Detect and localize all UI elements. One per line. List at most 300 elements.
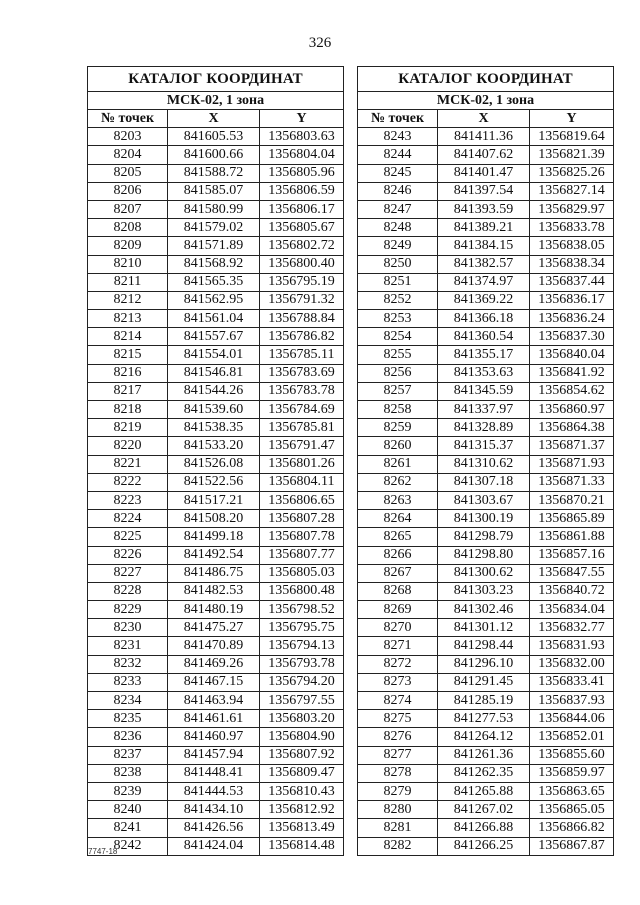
point-number-cell: 8255 — [358, 346, 438, 364]
x-coordinate-cell: 841374.97 — [438, 273, 530, 291]
x-coordinate-cell: 841389.21 — [438, 219, 530, 237]
point-number-cell: 8222 — [88, 473, 168, 491]
y-coordinate-cell: 1356807.77 — [260, 546, 344, 564]
table-row — [358, 255, 614, 273]
y-coordinate-cell: 1356861.88 — [530, 528, 614, 546]
point-number-cell: 8256 — [358, 364, 438, 382]
x-coordinate-cell: 841457.94 — [168, 746, 260, 764]
x-coordinate-cell: 841605.53 — [168, 128, 260, 146]
column-header-point: № точек — [358, 110, 438, 128]
x-coordinate-cell: 841262.35 — [438, 764, 530, 782]
table-row — [88, 364, 344, 382]
x-coordinate-cell: 841562.95 — [168, 291, 260, 309]
point-number-cell: 8206 — [88, 182, 168, 200]
point-number-cell: 8250 — [358, 255, 438, 273]
table-row — [358, 237, 614, 255]
x-coordinate-cell: 841277.53 — [438, 710, 530, 728]
document-code: 7747-18 — [88, 847, 118, 856]
x-coordinate-cell: 841300.19 — [438, 510, 530, 528]
y-coordinate-cell: 1356827.14 — [530, 182, 614, 200]
y-coordinate-cell: 1356793.78 — [260, 655, 344, 673]
catalog-title: КАТАЛОГ КООРДИНАТ — [358, 67, 614, 92]
point-number-cell: 8219 — [88, 419, 168, 437]
y-coordinate-cell: 1356854.62 — [530, 382, 614, 400]
x-coordinate-cell: 841302.46 — [438, 601, 530, 619]
y-coordinate-cell: 1356836.17 — [530, 291, 614, 309]
table-row — [358, 746, 614, 764]
point-number-cell: 8238 — [88, 764, 168, 782]
x-coordinate-cell: 841475.27 — [168, 619, 260, 637]
point-number-cell: 8239 — [88, 782, 168, 800]
y-coordinate-cell: 1356833.78 — [530, 219, 614, 237]
y-coordinate-cell: 1356805.67 — [260, 219, 344, 237]
x-coordinate-cell: 841303.67 — [438, 491, 530, 509]
x-coordinate-cell: 841298.79 — [438, 528, 530, 546]
point-number-cell: 8276 — [358, 728, 438, 746]
y-coordinate-cell: 1356865.89 — [530, 510, 614, 528]
y-coordinate-cell: 1356804.11 — [260, 473, 344, 491]
y-coordinate-cell: 1356785.81 — [260, 419, 344, 437]
y-coordinate-cell: 1356806.59 — [260, 182, 344, 200]
y-coordinate-cell: 1356803.63 — [260, 128, 344, 146]
table-row — [358, 273, 614, 291]
x-coordinate-cell: 841526.08 — [168, 455, 260, 473]
y-coordinate-cell: 1356855.60 — [530, 746, 614, 764]
y-coordinate-cell: 1356791.32 — [260, 291, 344, 309]
point-number-cell: 8281 — [358, 819, 438, 837]
column-header-y: Y — [530, 110, 614, 128]
table-row — [88, 219, 344, 237]
point-number-cell: 8218 — [88, 401, 168, 419]
x-coordinate-cell: 841384.15 — [438, 237, 530, 255]
table-row — [358, 364, 614, 382]
x-coordinate-cell: 841411.36 — [438, 128, 530, 146]
column-header-x: X — [438, 110, 530, 128]
y-coordinate-cell: 1356831.93 — [530, 637, 614, 655]
y-coordinate-cell: 1356819.64 — [530, 128, 614, 146]
table-row — [88, 782, 344, 800]
table-row — [88, 546, 344, 564]
x-coordinate-cell: 841480.19 — [168, 601, 260, 619]
point-number-cell: 8226 — [88, 546, 168, 564]
table-row — [88, 310, 344, 328]
y-coordinate-cell: 1356800.48 — [260, 582, 344, 600]
catalog-zone: МСК-02, 1 зона — [88, 92, 344, 110]
table-row — [358, 182, 614, 200]
point-number-cell: 8224 — [88, 510, 168, 528]
point-number-cell: 8272 — [358, 655, 438, 673]
table-row — [358, 455, 614, 473]
point-number-cell: 8268 — [358, 582, 438, 600]
table-row — [88, 728, 344, 746]
point-number-cell: 8243 — [358, 128, 438, 146]
y-coordinate-cell: 1356814.48 — [260, 837, 344, 855]
table-row — [358, 419, 614, 437]
table-row — [88, 382, 344, 400]
y-coordinate-cell: 1356802.72 — [260, 237, 344, 255]
y-coordinate-cell: 1356810.43 — [260, 782, 344, 800]
x-coordinate-cell: 841544.26 — [168, 382, 260, 400]
x-coordinate-cell: 841366.18 — [438, 310, 530, 328]
table-row — [88, 237, 344, 255]
point-number-cell: 8277 — [358, 746, 438, 764]
point-number-cell: 8253 — [358, 310, 438, 328]
point-number-cell: 8216 — [88, 364, 168, 382]
table-row — [358, 528, 614, 546]
x-coordinate-cell: 841434.10 — [168, 801, 260, 819]
y-coordinate-cell: 1356840.04 — [530, 346, 614, 364]
x-coordinate-cell: 841266.88 — [438, 819, 530, 837]
x-coordinate-cell: 841397.54 — [438, 182, 530, 200]
y-coordinate-cell: 1356852.01 — [530, 728, 614, 746]
x-coordinate-cell: 841561.04 — [168, 310, 260, 328]
point-number-cell: 8270 — [358, 619, 438, 637]
table-row — [358, 146, 614, 164]
point-number-cell: 8220 — [88, 437, 168, 455]
table-row — [358, 692, 614, 710]
point-number-cell: 8241 — [88, 819, 168, 837]
x-coordinate-cell: 841568.92 — [168, 255, 260, 273]
y-coordinate-cell: 1356866.82 — [530, 819, 614, 837]
x-coordinate-cell: 841444.53 — [168, 782, 260, 800]
x-coordinate-cell: 841522.56 — [168, 473, 260, 491]
y-coordinate-cell: 1356805.96 — [260, 164, 344, 182]
point-number-cell: 8204 — [88, 146, 168, 164]
table-row — [358, 546, 614, 564]
table-row — [358, 328, 614, 346]
x-coordinate-cell: 841461.61 — [168, 710, 260, 728]
table-row — [358, 710, 614, 728]
x-coordinate-cell: 841517.21 — [168, 491, 260, 509]
y-coordinate-cell: 1356863.65 — [530, 782, 614, 800]
y-coordinate-cell: 1356795.19 — [260, 273, 344, 291]
y-coordinate-cell: 1356809.47 — [260, 764, 344, 782]
point-number-cell: 8274 — [358, 692, 438, 710]
y-coordinate-cell: 1356795.75 — [260, 619, 344, 637]
column-header-y: Y — [260, 110, 344, 128]
table-row — [88, 200, 344, 218]
table-row — [358, 601, 614, 619]
table-row — [358, 164, 614, 182]
y-coordinate-cell: 1356870.21 — [530, 491, 614, 509]
point-number-cell: 8221 — [88, 455, 168, 473]
y-coordinate-cell: 1356865.05 — [530, 801, 614, 819]
y-coordinate-cell: 1356798.52 — [260, 601, 344, 619]
point-number-cell: 8203 — [88, 128, 168, 146]
table-row — [88, 455, 344, 473]
coordinate-catalog-left — [87, 66, 344, 856]
point-number-cell: 8279 — [358, 782, 438, 800]
y-coordinate-cell: 1356832.77 — [530, 619, 614, 637]
point-number-cell: 8235 — [88, 710, 168, 728]
table-row — [88, 328, 344, 346]
y-coordinate-cell: 1356837.30 — [530, 328, 614, 346]
table-row — [358, 801, 614, 819]
point-number-cell: 8263 — [358, 491, 438, 509]
y-coordinate-cell: 1356864.38 — [530, 419, 614, 437]
table-row — [358, 637, 614, 655]
y-coordinate-cell: 1356825.26 — [530, 164, 614, 182]
table-row — [88, 146, 344, 164]
point-number-cell: 8232 — [88, 655, 168, 673]
x-coordinate-cell: 841382.57 — [438, 255, 530, 273]
x-coordinate-cell: 841557.67 — [168, 328, 260, 346]
catalog-body — [358, 128, 614, 856]
point-number-cell: 8248 — [358, 219, 438, 237]
y-coordinate-cell: 1356786.82 — [260, 328, 344, 346]
x-coordinate-cell: 841482.53 — [168, 582, 260, 600]
table-row — [88, 582, 344, 600]
x-coordinate-cell: 841301.12 — [438, 619, 530, 637]
table-row — [88, 164, 344, 182]
y-coordinate-cell: 1356788.84 — [260, 310, 344, 328]
y-coordinate-cell: 1356841.92 — [530, 364, 614, 382]
x-coordinate-cell: 841588.72 — [168, 164, 260, 182]
point-number-cell: 8259 — [358, 419, 438, 437]
x-coordinate-cell: 841492.54 — [168, 546, 260, 564]
y-coordinate-cell: 1356832.00 — [530, 655, 614, 673]
table-row — [88, 819, 344, 837]
table-row — [358, 401, 614, 419]
point-number-cell: 8212 — [88, 291, 168, 309]
x-coordinate-cell: 841585.07 — [168, 182, 260, 200]
table-row — [358, 837, 614, 855]
y-coordinate-cell: 1356844.06 — [530, 710, 614, 728]
y-coordinate-cell: 1356847.55 — [530, 564, 614, 582]
x-coordinate-cell: 841486.75 — [168, 564, 260, 582]
point-number-cell: 8245 — [358, 164, 438, 182]
x-coordinate-cell: 841538.35 — [168, 419, 260, 437]
y-coordinate-cell: 1356806.17 — [260, 200, 344, 218]
point-number-cell: 8271 — [358, 637, 438, 655]
y-coordinate-cell: 1356860.97 — [530, 401, 614, 419]
point-number-cell: 8267 — [358, 564, 438, 582]
table-row — [88, 692, 344, 710]
point-number-cell: 8230 — [88, 619, 168, 637]
table-row — [88, 801, 344, 819]
point-number-cell: 8210 — [88, 255, 168, 273]
point-number-cell: 8233 — [88, 673, 168, 691]
point-number-cell: 8258 — [358, 401, 438, 419]
x-coordinate-cell: 841571.89 — [168, 237, 260, 255]
table-row — [358, 473, 614, 491]
x-coordinate-cell: 841470.89 — [168, 637, 260, 655]
point-number-cell: 8208 — [88, 219, 168, 237]
x-coordinate-cell: 841369.22 — [438, 291, 530, 309]
x-coordinate-cell: 841539.60 — [168, 401, 260, 419]
table-row — [358, 291, 614, 309]
x-coordinate-cell: 841460.97 — [168, 728, 260, 746]
x-coordinate-cell: 841310.62 — [438, 455, 530, 473]
x-coordinate-cell: 841353.63 — [438, 364, 530, 382]
x-coordinate-cell: 841499.18 — [168, 528, 260, 546]
table-row — [88, 637, 344, 655]
table-row — [358, 510, 614, 528]
x-coordinate-cell: 841307.18 — [438, 473, 530, 491]
y-coordinate-cell: 1356871.37 — [530, 437, 614, 455]
table-row — [88, 128, 344, 146]
x-coordinate-cell: 841533.20 — [168, 437, 260, 455]
point-number-cell: 8254 — [358, 328, 438, 346]
coordinate-catalog-right — [357, 66, 614, 856]
table-row — [358, 219, 614, 237]
y-coordinate-cell: 1356806.65 — [260, 491, 344, 509]
y-coordinate-cell: 1356813.49 — [260, 819, 344, 837]
table-row — [88, 837, 344, 855]
x-coordinate-cell: 841337.97 — [438, 401, 530, 419]
point-number-cell: 8266 — [358, 546, 438, 564]
table-row — [88, 437, 344, 455]
point-number-cell: 8269 — [358, 601, 438, 619]
page-number: 326 — [308, 35, 332, 51]
x-coordinate-cell: 841267.02 — [438, 801, 530, 819]
x-coordinate-cell: 841554.01 — [168, 346, 260, 364]
table-row — [88, 255, 344, 273]
x-coordinate-cell: 841565.35 — [168, 273, 260, 291]
y-coordinate-cell: 1356783.78 — [260, 382, 344, 400]
x-coordinate-cell: 841345.59 — [438, 382, 530, 400]
x-coordinate-cell: 841580.99 — [168, 200, 260, 218]
point-number-cell: 8275 — [358, 710, 438, 728]
y-coordinate-cell: 1356821.39 — [530, 146, 614, 164]
point-number-cell: 8260 — [358, 437, 438, 455]
point-number-cell: 8262 — [358, 473, 438, 491]
table-row — [88, 619, 344, 637]
point-number-cell: 8249 — [358, 237, 438, 255]
x-coordinate-cell: 841315.37 — [438, 437, 530, 455]
y-coordinate-cell: 1356871.33 — [530, 473, 614, 491]
table-row — [358, 819, 614, 837]
catalog-body — [88, 128, 344, 856]
point-number-cell: 8280 — [358, 801, 438, 819]
y-coordinate-cell: 1356791.47 — [260, 437, 344, 455]
y-coordinate-cell: 1356837.44 — [530, 273, 614, 291]
table-row — [88, 291, 344, 309]
x-coordinate-cell: 841303.23 — [438, 582, 530, 600]
point-number-cell: 8257 — [358, 382, 438, 400]
x-coordinate-cell: 841291.45 — [438, 673, 530, 691]
x-coordinate-cell: 841285.19 — [438, 692, 530, 710]
point-number-cell: 8246 — [358, 182, 438, 200]
point-number-cell: 8247 — [358, 200, 438, 218]
y-coordinate-cell: 1356784.69 — [260, 401, 344, 419]
y-coordinate-cell: 1356857.16 — [530, 546, 614, 564]
table-row — [358, 728, 614, 746]
point-number-cell: 8242 — [88, 837, 168, 855]
x-coordinate-cell: 841424.04 — [168, 837, 260, 855]
point-number-cell: 8207 — [88, 200, 168, 218]
point-number-cell: 8205 — [88, 164, 168, 182]
catalog-title: КАТАЛОГ КООРДИНАТ — [88, 67, 344, 92]
x-coordinate-cell: 841393.59 — [438, 200, 530, 218]
y-coordinate-cell: 1356807.92 — [260, 746, 344, 764]
table-row — [88, 473, 344, 491]
y-coordinate-cell: 1356794.13 — [260, 637, 344, 655]
y-coordinate-cell: 1356859.97 — [530, 764, 614, 782]
point-number-cell: 8236 — [88, 728, 168, 746]
table-row — [88, 564, 344, 582]
y-coordinate-cell: 1356840.72 — [530, 582, 614, 600]
table-row — [358, 491, 614, 509]
x-coordinate-cell: 841300.62 — [438, 564, 530, 582]
point-number-cell: 8237 — [88, 746, 168, 764]
x-coordinate-cell: 841463.94 — [168, 692, 260, 710]
point-number-cell: 8234 — [88, 692, 168, 710]
point-number-cell: 8278 — [358, 764, 438, 782]
x-coordinate-cell: 841469.26 — [168, 655, 260, 673]
x-coordinate-cell: 841508.20 — [168, 510, 260, 528]
table-row — [88, 419, 344, 437]
table-row — [358, 128, 614, 146]
x-coordinate-cell: 841401.47 — [438, 164, 530, 182]
point-number-cell: 8252 — [358, 291, 438, 309]
x-coordinate-cell: 841296.10 — [438, 655, 530, 673]
point-number-cell: 8228 — [88, 582, 168, 600]
point-number-cell: 8282 — [358, 837, 438, 855]
y-coordinate-cell: 1356783.69 — [260, 364, 344, 382]
x-coordinate-cell: 841360.54 — [438, 328, 530, 346]
point-number-cell: 8273 — [358, 673, 438, 691]
table-row — [88, 655, 344, 673]
x-coordinate-cell: 841261.36 — [438, 746, 530, 764]
table-row — [88, 710, 344, 728]
y-coordinate-cell: 1356801.26 — [260, 455, 344, 473]
point-number-cell: 8225 — [88, 528, 168, 546]
y-coordinate-cell: 1356838.05 — [530, 237, 614, 255]
table-row — [88, 182, 344, 200]
point-number-cell: 8244 — [358, 146, 438, 164]
table-row — [88, 273, 344, 291]
table-row — [358, 200, 614, 218]
table-row — [88, 401, 344, 419]
table-row — [358, 582, 614, 600]
table-row — [358, 673, 614, 691]
x-coordinate-cell: 841266.25 — [438, 837, 530, 855]
table-row — [358, 564, 614, 582]
table-row — [358, 655, 614, 673]
y-coordinate-cell: 1356797.55 — [260, 692, 344, 710]
x-coordinate-cell: 841546.81 — [168, 364, 260, 382]
point-number-cell: 8229 — [88, 601, 168, 619]
point-number-cell: 8227 — [88, 564, 168, 582]
column-header-point: № точек — [88, 110, 168, 128]
table-row — [88, 673, 344, 691]
x-coordinate-cell: 841328.89 — [438, 419, 530, 437]
catalog-zone: МСК-02, 1 зона — [358, 92, 614, 110]
table-row — [358, 382, 614, 400]
x-coordinate-cell: 841600.66 — [168, 146, 260, 164]
point-number-cell: 8209 — [88, 237, 168, 255]
y-coordinate-cell: 1356807.78 — [260, 528, 344, 546]
y-coordinate-cell: 1356804.04 — [260, 146, 344, 164]
table-row — [88, 764, 344, 782]
table-row — [358, 437, 614, 455]
point-number-cell: 8211 — [88, 273, 168, 291]
table-row — [88, 601, 344, 619]
point-number-cell: 8223 — [88, 491, 168, 509]
table-row — [88, 528, 344, 546]
y-coordinate-cell: 1356812.92 — [260, 801, 344, 819]
point-number-cell: 8217 — [88, 382, 168, 400]
y-coordinate-cell: 1356805.03 — [260, 564, 344, 582]
x-coordinate-cell: 841467.15 — [168, 673, 260, 691]
x-coordinate-cell: 841298.80 — [438, 546, 530, 564]
y-coordinate-cell: 1356800.40 — [260, 255, 344, 273]
y-coordinate-cell: 1356871.93 — [530, 455, 614, 473]
y-coordinate-cell: 1356836.24 — [530, 310, 614, 328]
table-row — [88, 491, 344, 509]
y-coordinate-cell: 1356834.04 — [530, 601, 614, 619]
